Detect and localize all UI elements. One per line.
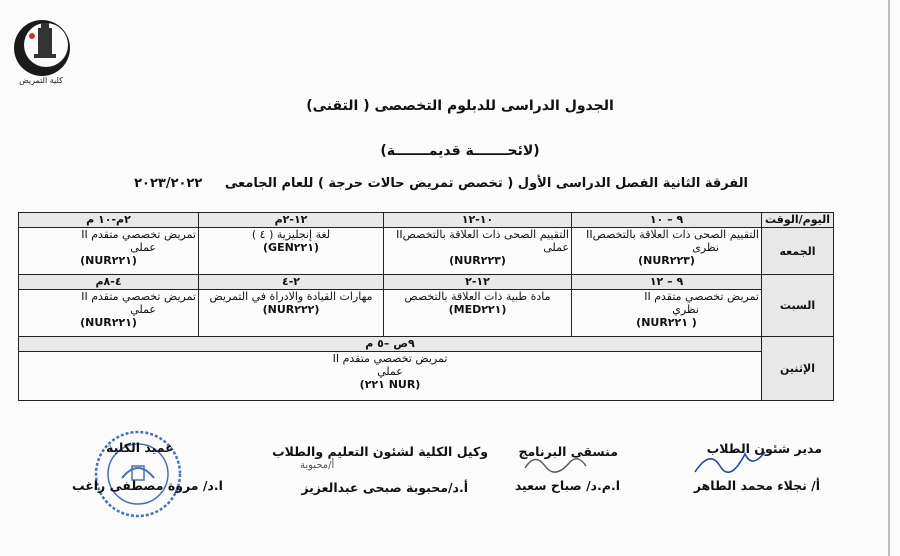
table-row <box>19 228 834 275</box>
course-name: تمريض تخصصي متقدم II <box>81 228 196 241</box>
document-title: الجدول الدراسى للدبلوم التخصصى ( التقنى) <box>306 98 614 114</box>
course-cell <box>19 228 199 275</box>
course-cell <box>384 228 572 275</box>
course-name: التقييم الصحى ذات العلاقة بالتخصصII <box>396 228 569 241</box>
table-row <box>19 352 834 401</box>
table-header-row <box>19 213 834 228</box>
document-subtitle: (لائحـــــــة قديمـــــــة) <box>380 143 540 159</box>
academic-year: ٢٠٢٣/٢٠٢٢ <box>134 176 203 191</box>
time-header: ٩ – ١٢ <box>572 275 762 290</box>
course-name: مهارات القيادة والادراة في التمريض <box>209 290 373 303</box>
time-header: ٤-٨م <box>19 275 199 290</box>
table-row <box>19 290 834 337</box>
time-header: ١٠-١٢ <box>384 213 572 228</box>
course-code: (NUR٢٢١) <box>80 254 137 267</box>
course-cell <box>19 352 762 401</box>
course-code: (NUR٢٢٣) <box>449 254 506 267</box>
course-type: عملي <box>377 365 403 378</box>
dean-name: ا.د/ مروة مصطفى راغب <box>72 478 223 493</box>
course-type: نظرى <box>692 241 719 254</box>
course-name: مادة طبية ذات العلاقة بالتخصص <box>404 290 551 303</box>
course-type: عملي <box>130 303 156 316</box>
course-name: تمريض تخصصي متقدم II <box>644 290 759 303</box>
course-name: تمريض تخصصي متقدم II <box>332 352 448 365</box>
time-header: ٩ص –٥ م <box>19 337 762 352</box>
handwritten-initials: أ/محبوبة <box>300 460 335 471</box>
vice-dean-name: أ.د/محبوبة صبحى عبدالعزيز <box>301 480 468 495</box>
course-code: (NUR٢٢٢) <box>262 303 320 316</box>
corner-header: اليوم/الوقت <box>762 213 834 228</box>
page-edge <box>888 0 890 556</box>
course-cell <box>572 228 762 275</box>
course-type: عملى <box>130 241 156 254</box>
monday-time-row <box>19 337 834 352</box>
course-name: لغة إنجليزية ( ٤ ) <box>251 228 331 241</box>
course-type: نظري <box>672 303 699 316</box>
course-cell <box>199 290 384 337</box>
course-code: (NUR ٢٢١) <box>359 378 421 391</box>
program-description: الفرقة الثانية الفصل الدراسى الأول ( تخصص تمريض حالات حرجة ) للعام الجامعى <box>224 176 748 191</box>
time-header: ٢-٤ <box>199 275 384 290</box>
course-cell <box>384 290 572 337</box>
course-type: عملى <box>543 241 569 254</box>
program-coordinator-name: ا.م.د/ صباح سعيد <box>514 478 620 493</box>
time-header: ٩ – ١٠ <box>572 213 762 228</box>
time-header: ١٢-٢م <box>199 213 384 228</box>
course-cell <box>572 290 762 337</box>
day-label: السبت <box>762 275 834 337</box>
course-name: تمريض تخصصي متقدم II <box>81 290 196 303</box>
time-header: ١٢-٢ <box>384 275 572 290</box>
students-affairs-name: أ/ نجلاء محمد الطاهر <box>693 478 820 493</box>
program-line <box>134 176 748 191</box>
vice-dean-title: وكيل الكلية لشئون التعليم والطلاب <box>272 444 488 459</box>
course-code: (NUR٢٢١) <box>80 316 137 329</box>
course-code: (NUR٢٢٣) <box>638 254 695 267</box>
course-cell <box>19 290 199 337</box>
students-affairs-title: مدير شئون الطلاب <box>706 441 822 456</box>
day-label: الجمعه <box>762 228 834 275</box>
logo-caption: كلية التمريض <box>19 76 63 85</box>
dean-title: عميد الكلية <box>106 440 174 455</box>
program-coordinator-title: منسقى البرنامج <box>518 444 618 459</box>
schedule-table <box>18 212 834 401</box>
course-name: التقييم الصحى ذات العلاقة بالتخصصII <box>586 228 759 241</box>
saturday-time-row <box>19 275 834 290</box>
course-code: (MED٢٢١) <box>448 303 507 316</box>
day-label: الإثنين <box>762 337 834 401</box>
time-header: ٢م-١٠ م <box>19 213 199 228</box>
course-cell <box>199 228 384 275</box>
course-code: ( NUR٢٢١) <box>636 316 697 329</box>
course-code: (GEN٢٢١) <box>263 241 319 254</box>
